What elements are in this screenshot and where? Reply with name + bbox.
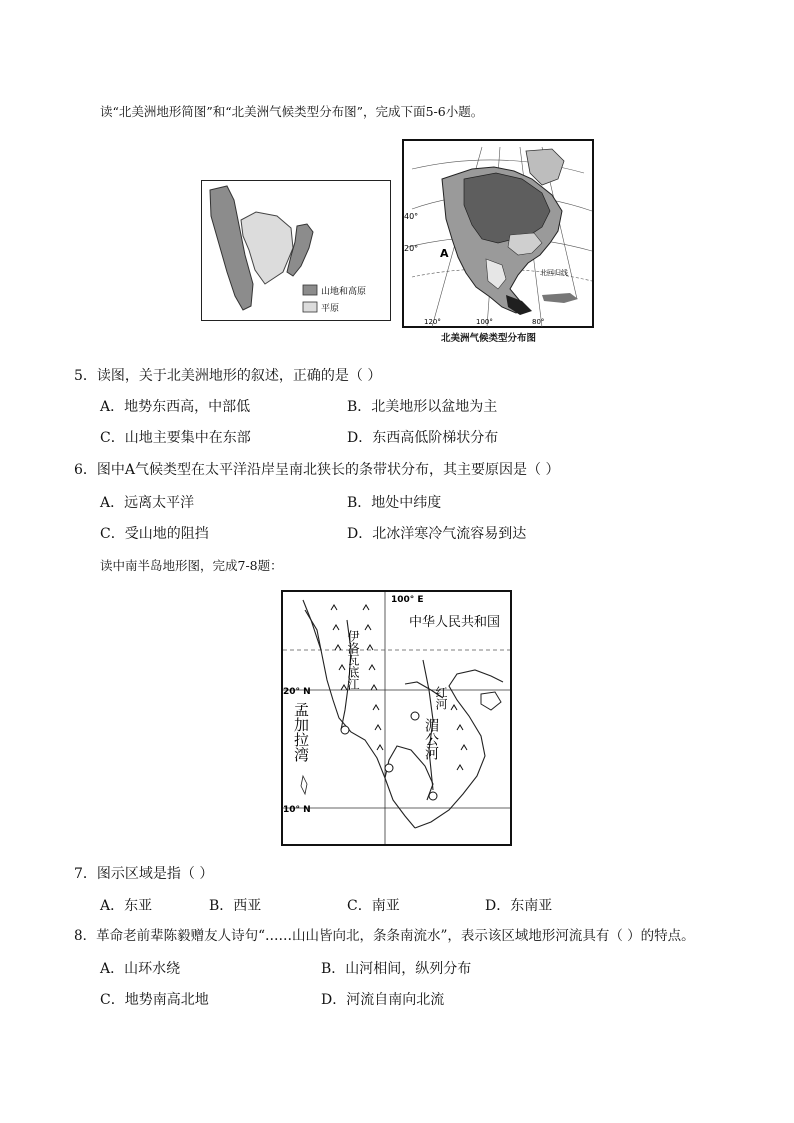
reading-instruction-2: 读中南半岛地形图，完成7-8题： — [100, 558, 283, 573]
lat-20-label: 20° — [404, 244, 419, 253]
question-8-option-d[interactable]: D．河流自南向北流 — [321, 992, 445, 1008]
question-5-option-d[interactable]: D．东西高低阶梯状分布 — [347, 430, 499, 446]
lon-100e-label: 100° E — [391, 595, 424, 605]
north-america-terrain-map — [201, 180, 391, 321]
lat-10n-label: 10° N — [283, 805, 311, 815]
lon-100-label: 100° — [476, 318, 493, 326]
question-5-option-c[interactable]: C．山地主要集中在东部 — [100, 430, 251, 446]
question-7-option-d[interactable]: D．东南亚 — [485, 898, 553, 914]
reading-instruction-1: 读“北美洲地形简图”和“北美洲气候类型分布图”，完成下面5-6小题。 — [100, 104, 484, 119]
climate-map-caption: 北美洲气候类型分布图 — [441, 333, 537, 344]
bay-of-bengal-label: 孟加拉湾 — [292, 702, 310, 762]
question-8-option-c[interactable]: C．地势南高北地 — [100, 992, 209, 1008]
question-8-option-b[interactable]: B．山河相间，纵列分布 — [321, 961, 472, 977]
climate-type-a-label: A — [440, 247, 449, 260]
question-6-stem: 6．图中A气候类型在太平洋沿岸呈南北狭长的条带状分布，其主要原因是（ ） — [74, 462, 560, 478]
question-8-stem: 8．革命老前辈陈毅赠友人诗句“……山山皆向北，条条南流水”，表示该区域地形河流具有（ ）的特点。 — [74, 928, 695, 944]
question-7-option-b[interactable]: B．西亚 — [209, 898, 262, 914]
terrain-map-graphic — [201, 180, 391, 321]
china-label: 中华人民共和国 — [409, 615, 501, 630]
question-6-option-d[interactable]: D．北冰洋寒冷气流容易到达 — [347, 526, 527, 542]
question-6-option-b[interactable]: B．地处中纬度 — [347, 495, 442, 511]
question-5-stem: 5．读图，关于北美洲地形的叙述，正确的是（ ） — [74, 368, 382, 384]
tropic-of-cancer-label: 北回归线 — [540, 269, 568, 277]
question-5-option-b[interactable]: B．北美地形以盆地为主 — [347, 399, 498, 415]
irrawaddy-label: 伊洛瓦底江 — [346, 630, 360, 690]
lat-40-label: 40° — [404, 212, 419, 221]
mekong-label: 湄公河 — [423, 718, 439, 760]
legend-mountains-label: 山地和高原 — [321, 287, 367, 297]
red-river-label: 红河 — [434, 686, 448, 710]
lat-20n-label: 20° N — [283, 687, 311, 697]
lon-80-label: 80° — [532, 318, 545, 326]
question-8-option-a[interactable]: A．山环水绕 — [100, 961, 181, 977]
legend-plain-label: 平原 — [321, 304, 340, 314]
question-5-option-a[interactable]: A．地势东西高，中部低 — [100, 399, 251, 415]
question-7-option-c[interactable]: C．南亚 — [347, 898, 400, 914]
question-7-option-a[interactable]: A．东亚 — [100, 898, 153, 914]
indochina-terrain-map — [281, 590, 512, 846]
question-7-stem: 7．图示区域是指（ ） — [74, 866, 214, 882]
question-6-option-c[interactable]: C．受山地的阻挡 — [100, 526, 209, 542]
climate-map-graphic — [402, 139, 594, 328]
north-america-climate-map — [402, 139, 594, 328]
question-6-option-a[interactable]: A．远离太平洋 — [100, 495, 195, 511]
lon-120-label: 120° — [424, 318, 441, 326]
indochina-map-graphic — [281, 590, 512, 846]
